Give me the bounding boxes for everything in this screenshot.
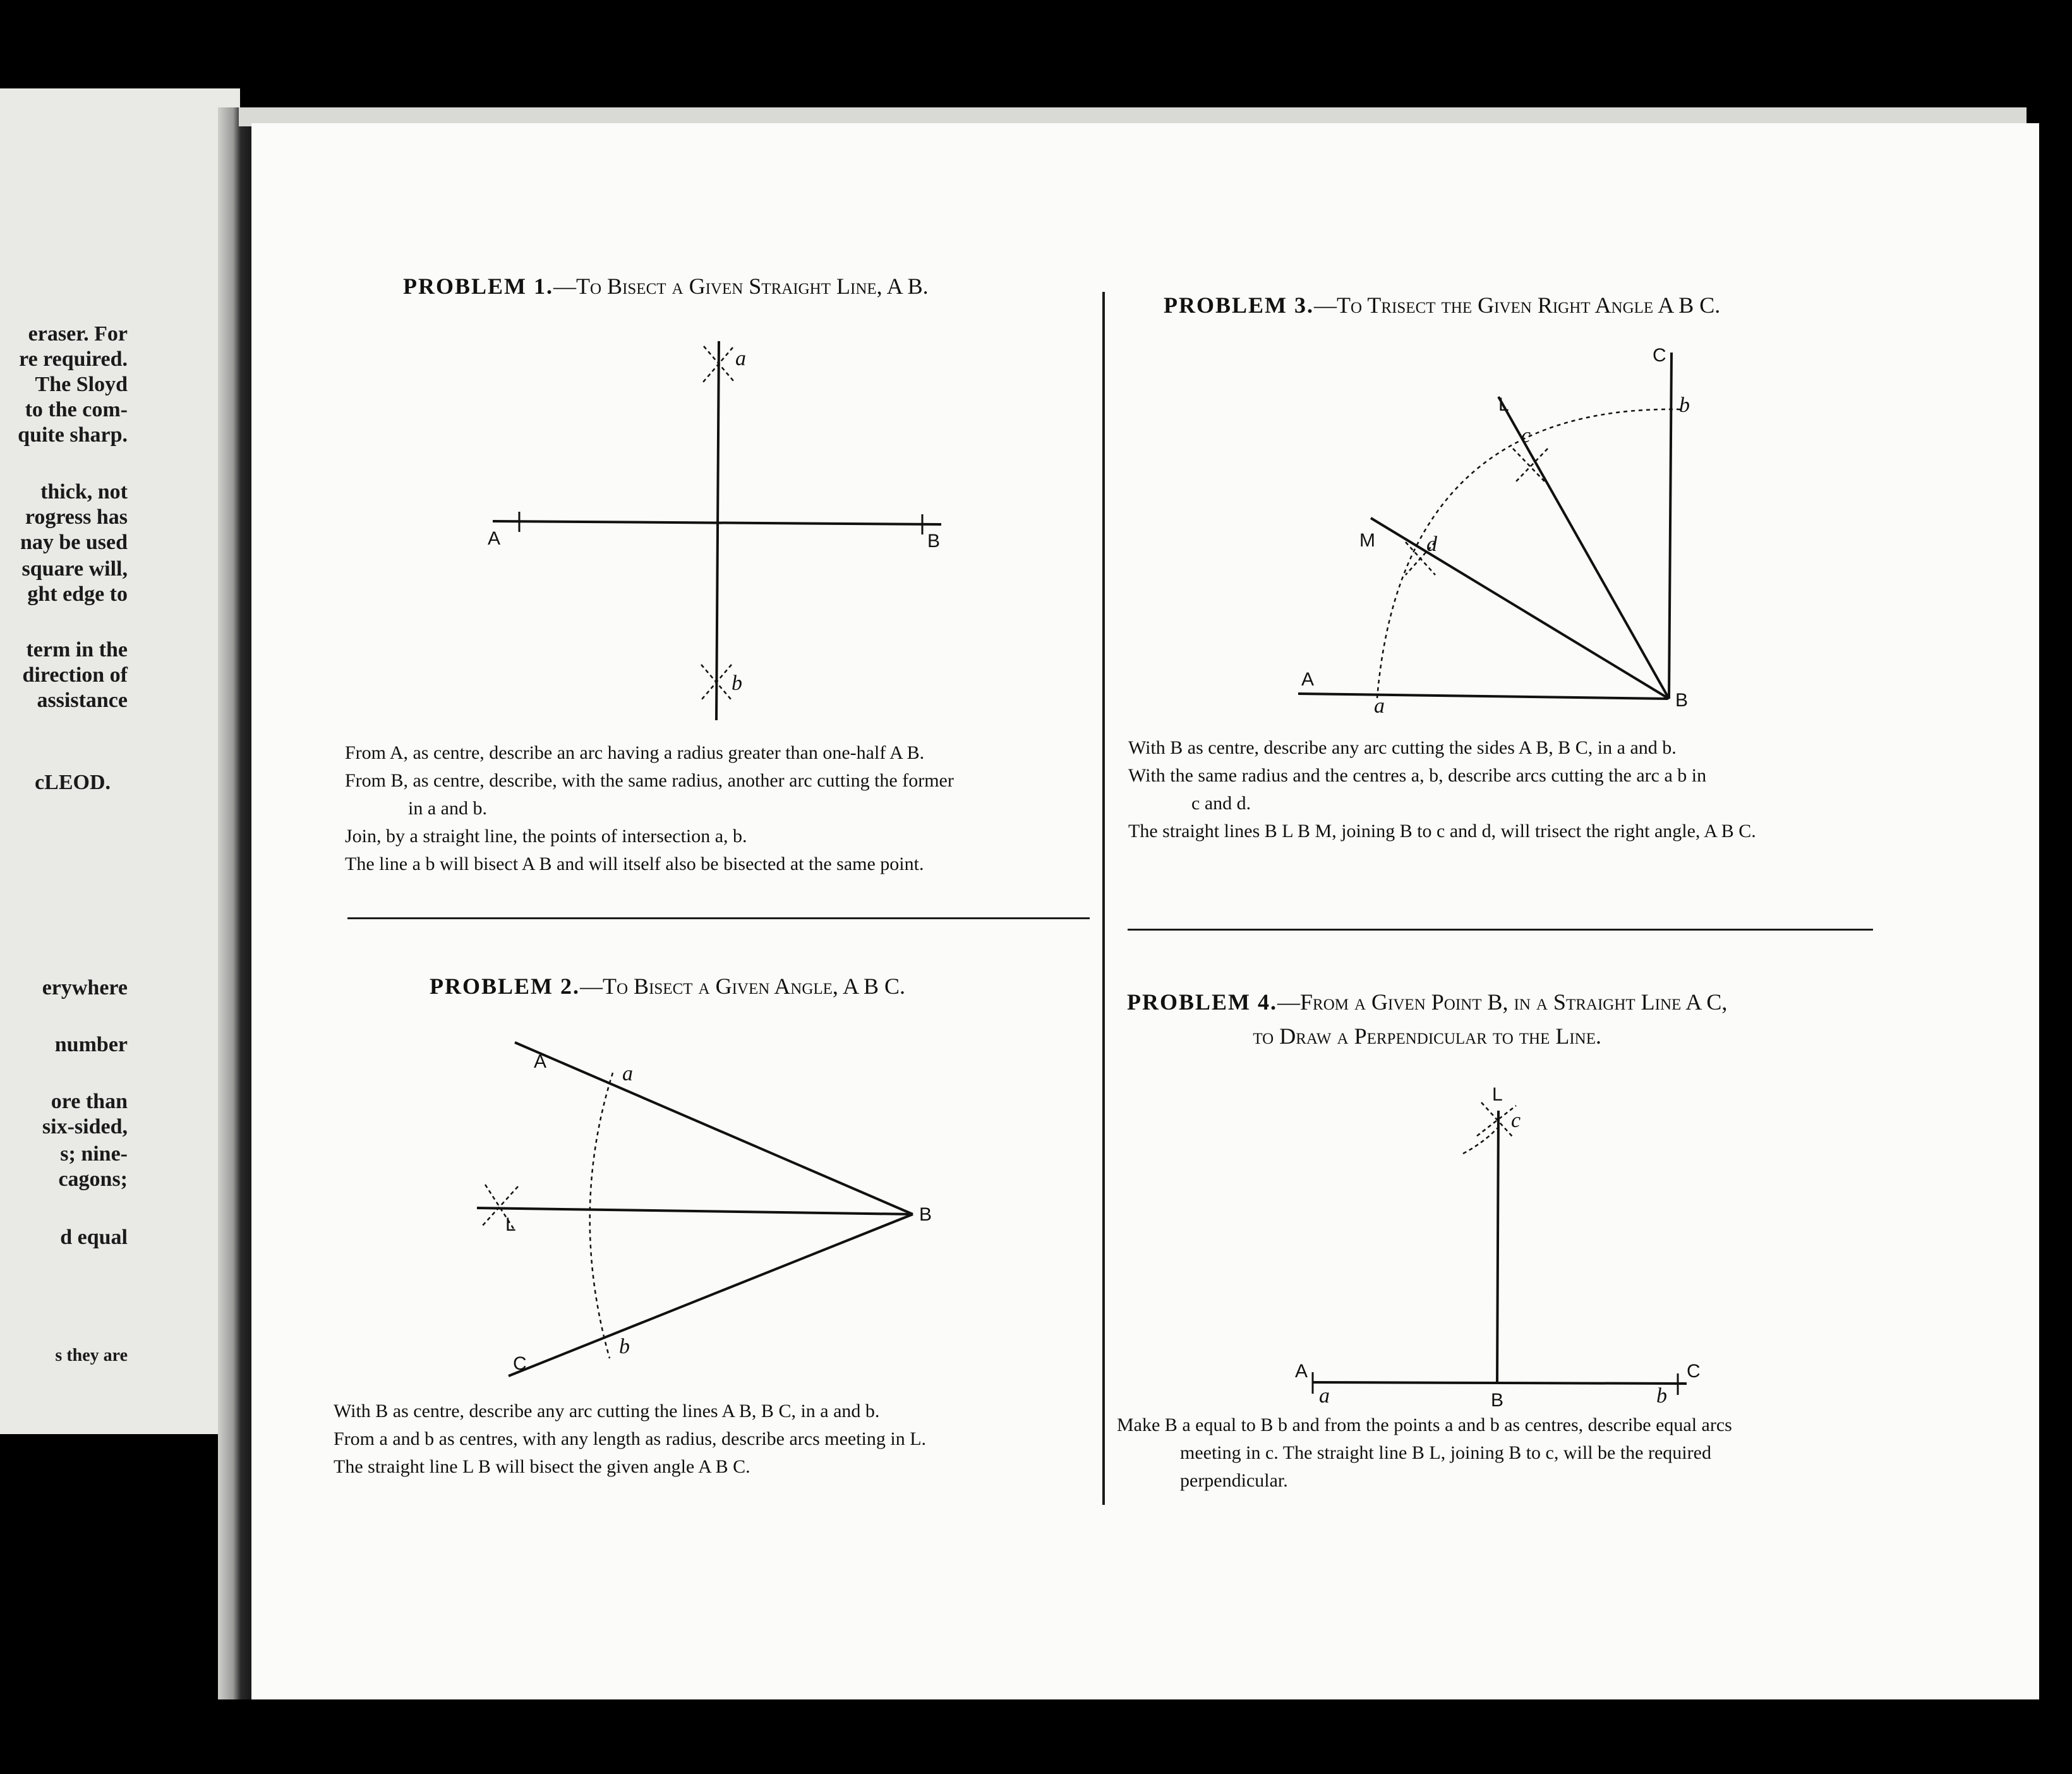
facing-text-line: ore than	[51, 1090, 128, 1113]
problem1-title: —To Bisect a Given Straight Line, A B.	[553, 274, 929, 299]
problem4-title-2: to Draw a Perpendicular to the Line.	[1253, 1023, 1601, 1049]
problem3-label-a: a	[1374, 694, 1385, 718]
problem2-label-b: b	[619, 1335, 630, 1358]
problem2-line: The straight line L B will bisect the given angle A B C.	[334, 1456, 750, 1477]
book-gutter	[218, 107, 256, 1699]
problem1-label-A: A	[488, 528, 501, 549]
facing-text-line: re required.	[19, 347, 128, 371]
problem3-label-b: b	[1679, 394, 1690, 417]
facing-text-line: eraser. For	[28, 322, 128, 346]
facing-text-line: term in the	[26, 638, 128, 661]
problem3-label-B: B	[1675, 690, 1689, 711]
problem2-heading	[430, 973, 905, 999]
facing-text-line: ght edge to	[27, 582, 128, 606]
problem2-label-B: B	[919, 1204, 932, 1225]
problem3-text	[1128, 734, 1756, 845]
problem3-line: With B as centre, describe any arc cutting the sides A B, B C, in a and b.	[1128, 737, 1677, 758]
problem1-text	[345, 739, 954, 878]
problem1-label-b: b	[732, 672, 742, 695]
problem2-line: From a and b as centres, with any length as radius, describe arcs meeting in L.	[334, 1428, 927, 1449]
facing-text-line: cagons;	[58, 1168, 128, 1191]
problem2-label-L: L	[505, 1214, 516, 1235]
problem2-label-C: C	[513, 1353, 527, 1374]
problem3-figure	[1289, 341, 1731, 720]
column-divider	[1102, 292, 1105, 1505]
problem3-label-A: A	[1301, 669, 1315, 690]
problem4-label-B: B	[1491, 1390, 1504, 1411]
problem4-label-b: b	[1656, 1384, 1667, 1408]
facing-text-line: square will,	[21, 557, 128, 581]
facing-text-line: six-sided,	[42, 1115, 128, 1138]
problem1-line: Join, by a straight line, the points of intersection a, b.	[345, 826, 747, 847]
problem4-title: —From a Given Point B, in a Straight Line A C,	[1277, 989, 1728, 1015]
problem4-label-L: L	[1492, 1084, 1503, 1105]
problem1-line: From B, as centre, describe, with the same radius, another arc cutting the former	[345, 770, 954, 791]
problem3-label: PROBLEM 3.	[1164, 293, 1315, 318]
problem1-heading	[403, 273, 929, 299]
problem1-figure	[480, 329, 960, 733]
facing-text-line: d equal	[60, 1226, 128, 1249]
facing-text-line: nay be used	[20, 531, 128, 554]
problem2-label-A: A	[534, 1051, 547, 1072]
facing-text-line: thick, not	[40, 480, 128, 504]
problem2-label: PROBLEM 2.	[430, 974, 581, 999]
facing-text-line: erywhere	[42, 976, 128, 999]
problem3-label-d: d	[1426, 533, 1437, 556]
problem3-label-L: L	[1498, 394, 1509, 415]
problem3-label-C: C	[1653, 345, 1666, 366]
facing-text-line: assistance	[37, 689, 128, 712]
problem3-line: The straight lines B L B M, joining B to c and d, will trisect the right angle, A B C.	[1128, 821, 1756, 842]
problem4-text	[1117, 1411, 1732, 1495]
problem4-line: Make B a equal to B b and from the points a and b as centres, describe equal arcs	[1117, 1415, 1732, 1435]
problem4-label-A: A	[1295, 1361, 1308, 1382]
problem4-heading	[1127, 989, 1727, 1049]
problem3-label-M: M	[1359, 530, 1375, 551]
problem1-line: in a and b.	[408, 798, 487, 819]
facing-text-line: to the com-	[25, 398, 128, 421]
problem4-label: PROBLEM 4.	[1127, 989, 1278, 1015]
facing-page	[0, 88, 240, 1434]
section-divider-left	[347, 917, 1090, 919]
problem1-line: From A, as centre, describe an arc having a radius greater than one-half A B.	[345, 742, 925, 763]
problem1-label-B: B	[927, 531, 941, 552]
problem4-label-a: a	[1319, 1384, 1330, 1408]
problem3-line: c and d.	[1191, 793, 1251, 814]
problem4-figure	[1276, 1074, 1718, 1411]
problem2-text	[334, 1397, 926, 1481]
problem3-heading	[1164, 292, 1720, 318]
facing-text-line: cLEOD.	[35, 771, 111, 794]
facing-text-line: number	[54, 1033, 128, 1056]
problem4-line: perpendicular.	[1180, 1470, 1288, 1491]
problem3-title: —To Trisect the Given Right Angle A B C.	[1314, 293, 1721, 318]
problem2-label-a: a	[622, 1062, 633, 1085]
facing-text-line: s; nine-	[60, 1142, 128, 1166]
problem4-line: meeting in c. The straight line B L, joining B to c, will be the required	[1180, 1442, 1711, 1463]
facing-text-line: direction of	[22, 663, 128, 687]
problem1-label-a: a	[735, 347, 746, 370]
problem3-line: With the same radius and the centres a, b, describe arcs cutting the arc a b in	[1128, 765, 1707, 786]
facing-text-line: quite sharp.	[18, 423, 128, 447]
facing-text-line: rogress has	[25, 505, 128, 529]
problem4-label-C: C	[1687, 1361, 1701, 1382]
problem2-figure	[467, 1030, 960, 1384]
problem1-label: PROBLEM 1.	[403, 274, 554, 299]
problem4-label-c: c	[1511, 1109, 1521, 1132]
problem3-label-c: c	[1521, 424, 1531, 447]
section-divider-right	[1128, 929, 1873, 931]
facing-text-line: The Sloyd	[35, 373, 128, 396]
problem2-line: With B as centre, describe any arc cutting the lines A B, B C, in a and b.	[334, 1401, 880, 1421]
problem1-line: The line a b will bisect A B and will itself also be bisected at the same point.	[345, 854, 924, 874]
facing-text-line: s they are	[55, 1346, 128, 1365]
problem2-title: —To Bisect a Given Angle, A B C.	[580, 974, 905, 999]
